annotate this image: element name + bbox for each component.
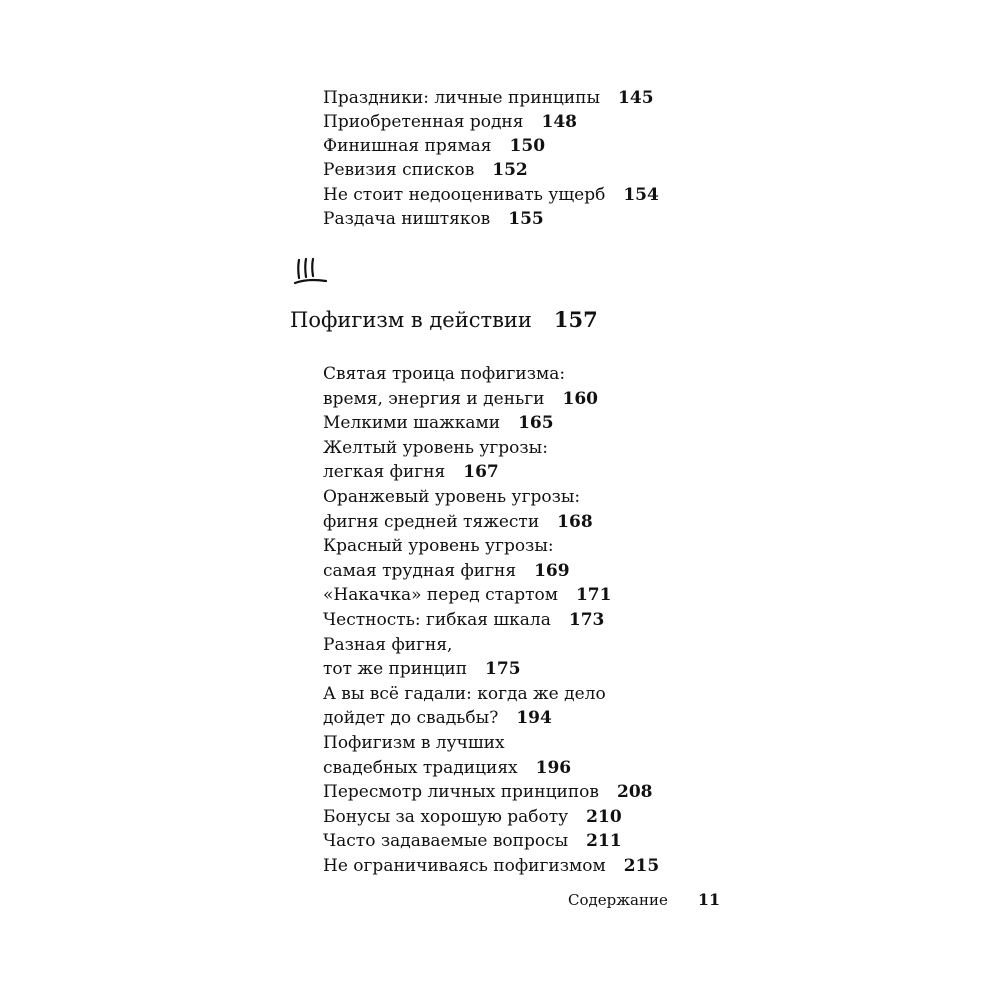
toc-entry — [323, 436, 548, 460]
toc-entry-page: 152 — [492, 160, 528, 180]
toc-entry-page: 169 — [534, 561, 570, 581]
toc-entry — [323, 183, 659, 207]
toc-entry-page: 210 — [586, 807, 622, 827]
toc-entry-title: Бонусы за хорошую работу — [323, 807, 569, 827]
toc-entry-title: «Накачка» перед стартом — [323, 585, 558, 605]
toc-entry-title: Пересмотр личных принципов — [323, 782, 599, 802]
toc-entry — [323, 608, 604, 632]
toc-entry — [323, 485, 580, 509]
toc-entry-page: 145 — [618, 88, 654, 108]
toc-entry-page: 165 — [518, 413, 554, 433]
part-heading — [290, 305, 598, 335]
toc-entry-title: Не стоит недооценивать ущерб — [323, 185, 606, 205]
toc-entry — [323, 411, 554, 435]
toc-entry-page: 160 — [562, 389, 599, 409]
toc-entry-page: 154 — [623, 185, 659, 205]
toc-entry-page: 148 — [541, 112, 577, 132]
toc-entry — [323, 756, 571, 780]
toc-entry-title: Красный уровень угрозы: — [323, 536, 554, 556]
toc-entry — [323, 110, 577, 134]
toc-entry-page: 208 — [617, 782, 653, 802]
toc-entry-title: Честность: гибкая шкала — [323, 610, 551, 630]
toc-entry-title: тот же принцип — [323, 659, 468, 679]
toc-entry-title: дойдет до свадьбы? — [323, 708, 499, 728]
toc-entry-title: самая трудная фигня — [323, 561, 517, 581]
toc-entry-page: 167 — [463, 462, 499, 482]
running-footer — [568, 889, 720, 911]
toc-entry-page: 173 — [568, 610, 605, 630]
toc-entry-page: 150 — [509, 136, 546, 156]
toc-entry-title: Пофигизм в лучших — [323, 733, 505, 753]
footer-label: Содержание — [568, 891, 668, 909]
toc-entry-title: фигня средней тяжести — [323, 512, 540, 532]
toc-entry — [323, 362, 565, 386]
toc-entry-title: Часто задаваемые вопросы — [323, 831, 569, 851]
toc-entry — [323, 158, 528, 182]
toc-entry-page: 211 — [586, 831, 622, 851]
toc-entry-page: 168 — [557, 512, 593, 532]
toc-entry-title: Раздача ништяков — [323, 209, 491, 229]
toc-entry — [323, 706, 552, 730]
part-three-roman-numeral-icon — [293, 256, 329, 286]
toc-entry-title: Желтый уровень угрозы: — [323, 438, 548, 458]
toc-entry — [323, 731, 505, 755]
toc-entry-title: Ревизия списков — [323, 160, 475, 180]
toc-entry-page: 175 — [485, 659, 521, 679]
toc-entry-page: 215 — [623, 856, 660, 876]
toc-entry-title: легкая фигня — [323, 462, 446, 482]
toc-entry — [323, 534, 554, 558]
toc-entry — [323, 682, 606, 706]
toc-entry-title: Не ограничиваясь пофигизмом — [323, 856, 606, 876]
toc-entry — [323, 633, 452, 657]
toc-entry — [323, 805, 622, 829]
toc-entry — [323, 387, 598, 411]
part-heading-page: 157 — [553, 307, 598, 332]
toc-entry — [323, 207, 544, 231]
toc-entry — [323, 829, 622, 853]
toc-entry-title: Праздники: личные принципы — [323, 88, 601, 108]
toc-entry-title: свадебных традициях — [323, 758, 518, 778]
toc-entry — [323, 86, 654, 110]
toc-entry-title: Мелкими шажками — [323, 413, 501, 433]
toc-entry-title: время, энергия и деньги — [323, 389, 545, 409]
toc-entry-page: 171 — [575, 585, 612, 605]
toc-entry-title: А вы всё гадали: когда же дело — [323, 684, 606, 704]
toc-entry — [323, 559, 570, 583]
toc-entry-page: 155 — [508, 209, 544, 229]
part-heading-title: Пофигизм в действии — [290, 308, 532, 332]
toc-entry-title: Оранжевый уровень угрозы: — [323, 487, 581, 507]
toc-entry — [323, 510, 593, 534]
toc-entry — [323, 780, 653, 804]
toc-entry — [323, 583, 611, 607]
toc-entry-title: Святая троица пофигизма: — [323, 364, 566, 384]
toc-entry-title: Финишная прямая — [323, 136, 492, 156]
toc-entry — [323, 657, 521, 681]
toc-entry-title: Разная фигня, — [323, 635, 453, 655]
toc-entry — [323, 134, 545, 158]
toc-entry-title: Приобретенная родня — [323, 112, 524, 132]
toc-entry — [323, 460, 499, 484]
toc-entry — [323, 854, 659, 878]
toc-entry-page: 196 — [535, 758, 572, 778]
toc-entry-page: 194 — [516, 708, 552, 728]
page-number: 11 — [697, 890, 721, 909]
